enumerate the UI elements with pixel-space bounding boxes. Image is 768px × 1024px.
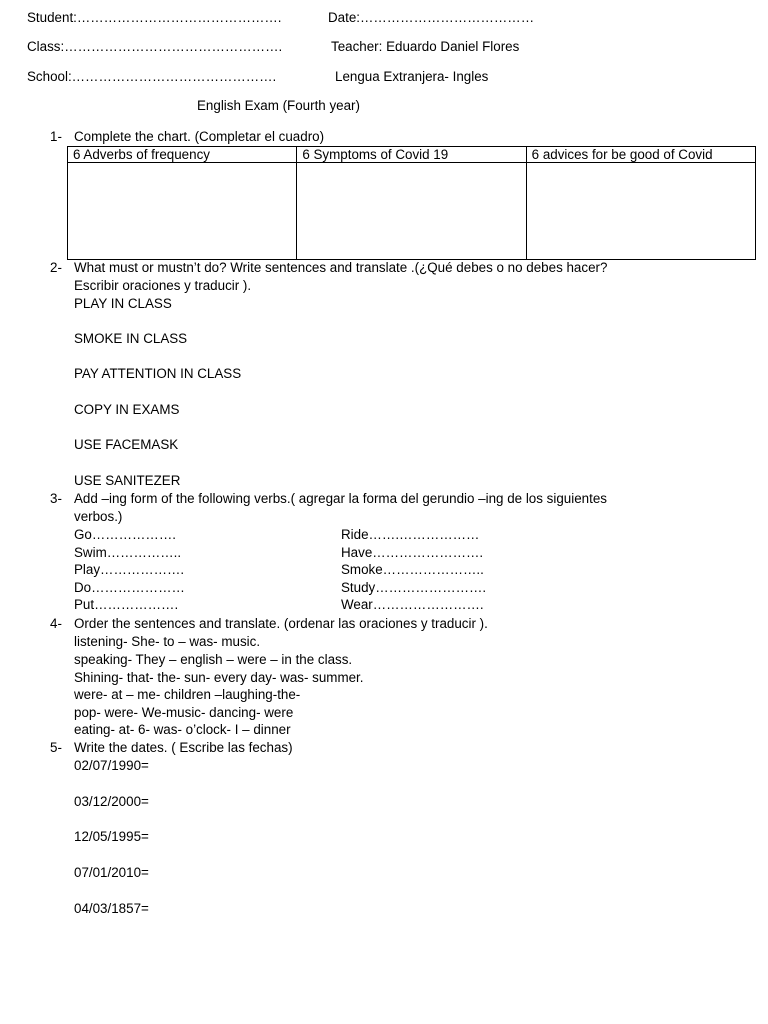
q2-number: 2- (50, 260, 62, 275)
q2-item: PLAY IN CLASS (74, 296, 172, 311)
verb-item: Study……………………. (341, 580, 487, 595)
date-item: 12/05/1995= (74, 829, 149, 844)
verb-item: Ride…….……………… (341, 527, 480, 542)
sentence-item: listening- She- to – was- music. (74, 634, 261, 649)
q2-item: USE SANITEZER (74, 473, 181, 488)
verb-item: Smoke………………….. (341, 562, 484, 577)
q2-item: SMOKE IN CLASS (74, 331, 188, 346)
verb-item: Swim…………….. (74, 545, 182, 560)
teacher-field: Teacher: Eduardo Daniel Flores (331, 39, 520, 54)
chart-table (67, 146, 756, 260)
q2-line2: Escribir oraciones y traducir ). (74, 278, 252, 293)
verb-item: Do………………… (74, 580, 185, 595)
date-item: 07/01/2010= (74, 865, 149, 880)
q4-text: Order the sentences and translate. (ordenar las oraciones y traducir ). (74, 616, 488, 631)
verb-item: Play………………. (74, 562, 185, 577)
exam-title: English Exam (Fourth year) (197, 98, 360, 113)
subject-field: Lengua Extranjera- Ingles (335, 69, 489, 84)
chart-cell-adverbs[interactable] (68, 163, 297, 260)
q5-text: Write the dates. ( Escribe las fechas) (74, 740, 293, 755)
sentence-item: speaking- They – english – were – in the class. (74, 652, 353, 667)
sentence-item: pop- were- We-music- dancing- were (74, 705, 294, 720)
class-field: Class:…………………………………………. (27, 39, 283, 54)
sentence-item: were- at – me- children –laughing-the- (74, 687, 301, 702)
chart-header-symptoms: 6 Symptoms of Covid 19 (297, 147, 526, 163)
student-field: Student:………………………………………. (27, 10, 282, 25)
chart-header-advices: 6 advices for be good of Covid (526, 147, 755, 163)
q2-line1: What must or mustn’t do? Write sentences and translate .(¿Qué debes o no debes hacer? (74, 260, 608, 275)
verb-item: Have……………………. (341, 545, 484, 560)
date-field: Date:………………………………… (328, 10, 535, 25)
q4-number: 4- (50, 616, 62, 631)
verb-item: Go………………. (74, 527, 176, 542)
verb-item: Wear……………………. (341, 597, 484, 612)
q1-number: 1- (50, 129, 62, 144)
q5-number: 5- (50, 740, 62, 755)
q2-item: USE FACEMASK (74, 437, 179, 452)
q3-line2: verbos.) (74, 509, 123, 524)
verb-item: Put………………. (74, 597, 179, 612)
q2-item: COPY IN EXAMS (74, 402, 180, 417)
school-field: School:………………………………………. (27, 69, 277, 84)
date-item: 02/07/1990= (74, 758, 149, 773)
q3-line1: Add –ing form of the following verbs.( agregar la forma del gerundio –ing de los siguientes (74, 491, 607, 506)
q3-number: 3- (50, 491, 62, 506)
date-item: 03/12/2000= (74, 794, 149, 809)
sentence-item: Shining- that- the- sun- every day- was- summer. (74, 670, 364, 685)
date-item: 04/03/1857= (74, 901, 149, 916)
q2-item: PAY ATTENTION IN CLASS (74, 366, 242, 381)
sentence-item: eating- at- 6- was- o’clock- I – dinner (74, 722, 291, 737)
chart-cell-symptoms[interactable] (297, 163, 526, 260)
chart-cell-advices[interactable] (526, 163, 755, 260)
q1-text: Complete the chart. (Completar el cuadro) (74, 129, 325, 144)
chart-header-adverbs: 6 Adverbs of frequency (68, 147, 297, 163)
